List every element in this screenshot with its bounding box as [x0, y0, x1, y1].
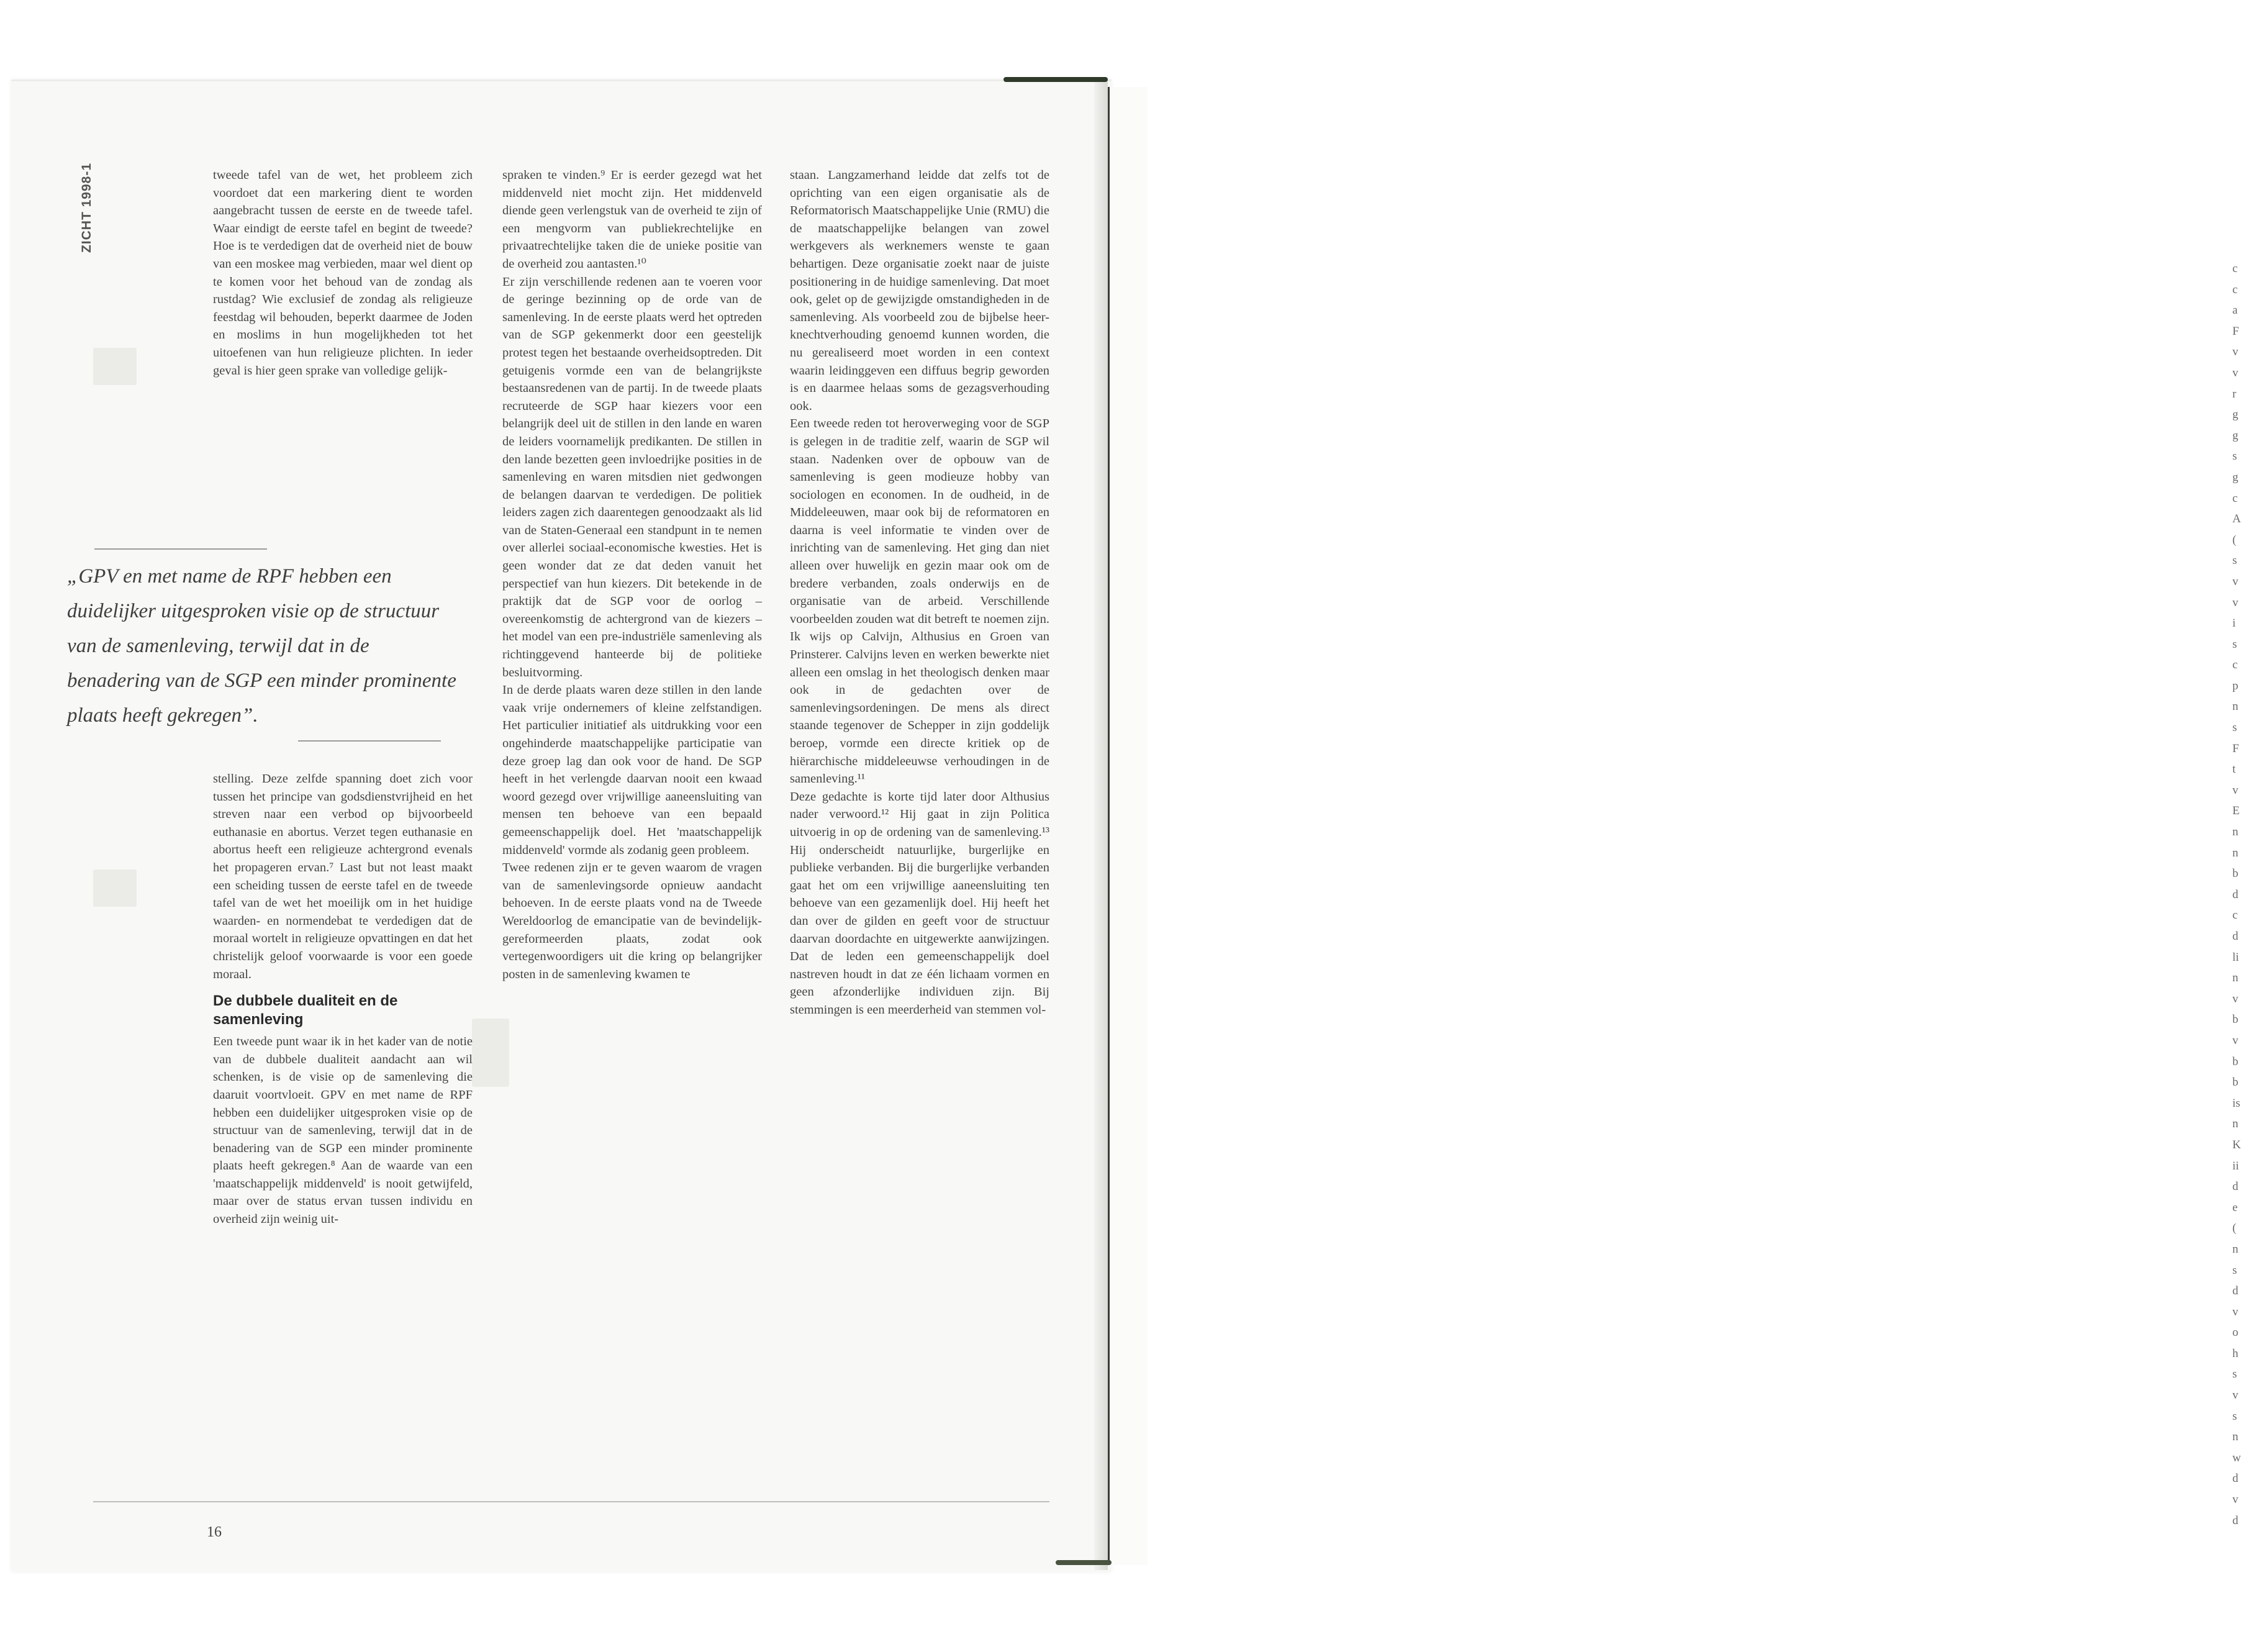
show-through-mark [93, 869, 137, 907]
binding-corner-bottom [1056, 1560, 1112, 1565]
paragraph: Twee redenen zijn er te geven waarom de vragen van de samenlevingsorde opnieuw aandacht behoeven. In de eerste plaats vond na de Tweede Wereldoorlog de emancipatie van de bevindelijk-gereformeerden plaats, zodat ook vertegenwoordigers uit die kring op belangrijker posten in de samenleving kwamen te [502, 861, 762, 981]
paragraph: staan. Langzamerhand leidde dat zelfs tot de oprichting van een eigen organisatie als de Reformatorisch Maatschappelijke Unie (RMU) die de maatschappelijke belangen van zowel werkgevers als werknemers wenste te gaan behartigen. Deze organisatie zoekt naar de juiste positionering in de huidige samenleving. Dat moet ook, gelet op de gewijzigde omstandigheden in de samenleving. Als voorbeeld zou de bijbelse heer-knechtverhouding genoemd kunnen worden, die nu gerealiseerd moet worden in een context waarin leidinggeven een diffuus begrip geworden is en daarmee helaas soms de gezagsverhouding ook. [790, 168, 1049, 413]
edge-letter: v [2232, 596, 2239, 609]
footer-rule [93, 1501, 1049, 1502]
edge-letter: d [2232, 887, 2239, 901]
paragraph: stelling. Deze zelfde spanning doet zich voor tussen het principe van godsdienstvrijheid en het streven naar een verbod op bijvoorbeeld euthanasie en abortus. Verzet tegen euthanasie en abortus heeft een religieuze achtergrond evenals het propageren ervan.⁷ Last but not least maakt een scheiding tussen de eerste tafel en de tweede tafel van de wet het moeilijk om in het huidige waarden- en normendebat te verdedigen dat de moraal wortelt in religieuze opvattingen en dat het christelijk geloof voorwaarde is voor een goede moraal. [213, 772, 473, 981]
edge-letter: g [2232, 408, 2239, 422]
edge-letter: v [2232, 1389, 2239, 1402]
running-head: ZICHT 1998-1 [79, 163, 94, 253]
paragraph: Een tweede reden tot heroverweging voor de SGP is gelegen in de traditie zelf, waarin de SGP wil staan. Nadenken over de opbouw van de samenleving is geen modieuze hobby van sociologen en economen. In de oudheid, in de Middeleeuwen, maar ook bij de reformatoren en daarna is veel informatie te vinden over de inrichting van de samenleving. Het ging dan niet alleen over huwelijk en gezin maar ook om de bredere verbanden, zoals onderwijs en de organisatie van de arbeid. Verschillende voorbeelden zouden wat dit betreft te noemen zijn. Ik wijs op Calvijn, Althusius en Groen van Prinsterer. Calvijns leven en werken bewerkte niet alleen een omslag in het theologisch denken maar ook in de gedachten over de samenlevingsordeningen. De mens als direct staande tegenover de Schepper in zijn goddelijk beroep, vormde een directe kritiek op de hiërarchische middeleeuwse verhoudingen in de samenleving.¹¹ [790, 417, 1049, 786]
edge-letter: li [2232, 950, 2239, 964]
show-through-mark [93, 348, 137, 385]
column-1-top [213, 166, 473, 379]
edge-letter: d [2232, 1284, 2239, 1298]
column-2 [502, 166, 762, 983]
edge-letter: g [2232, 429, 2239, 442]
edge-letter: s [2232, 554, 2237, 568]
edge-letter: v [2232, 366, 2239, 379]
next-page-edge-letters [2232, 258, 2251, 1531]
edge-letter: t [2232, 763, 2236, 776]
edge-letter: E [2232, 804, 2240, 818]
pull-quote: „GPV en met name de RPF hebben een duidelijker uitgesproken visie op de structuur van de samenleving, terwijl dat in de benadering van de SGP een minder prominente plaats heeft gekregen”. [67, 565, 456, 727]
spine-shadow [1094, 79, 1108, 1570]
page-number: 16 [207, 1524, 222, 1540]
edge-letter: n [2232, 1430, 2239, 1444]
paragraph: In de derde plaats waren deze stillen in den lande vaak vrije ondernemers of kleine zelfstandigen. Het particulier initiatief als uitdrukking voor een ongehinderde maatschappelijke participatie van deze groep lag dan ook voor de hand. De SGP heeft in het verlengde daarvan nooit een kwaad woord gezegd over vrijwillige aaneensluiting van mensen ten behoeve van een bepaald gemeenschappelijk doel. Het 'maatschappelijk middenveld' vormde als zodanig geen probleem. [502, 683, 762, 857]
edge-letter: c [2232, 658, 2238, 672]
edge-letter: b [2232, 867, 2239, 881]
edge-letter: d [2232, 930, 2239, 943]
edge-letter: d [2232, 1514, 2239, 1527]
edge-letter: s [2232, 1368, 2237, 1381]
edge-letter: n [2232, 846, 2239, 860]
edge-letter: s [2232, 1409, 2237, 1423]
edge-letter: c [2232, 909, 2238, 922]
edge-letter: c [2232, 491, 2238, 505]
edge-letter: i [2232, 617, 2236, 630]
edge-letter: n [2232, 971, 2239, 985]
edge-letter: n [2232, 1117, 2239, 1131]
edge-letter: v [2232, 783, 2239, 797]
edge-letter: o [2232, 1326, 2239, 1340]
edge-letter: n [2232, 700, 2239, 714]
edge-letter: c [2232, 283, 2238, 296]
edge-letter: g [2232, 470, 2239, 484]
edge-letter: n [2232, 825, 2239, 839]
edge-letter: s [2232, 450, 2237, 463]
edge-letter: b [2232, 1076, 2239, 1089]
edge-letter: s [2232, 637, 2237, 651]
show-through-mark [472, 1019, 509, 1087]
edge-letter: b [2232, 1013, 2239, 1027]
edge-letter: s [2232, 1263, 2237, 1277]
edge-letter: ( [2232, 1222, 2237, 1235]
paragraph: tweede tafel van de wet, het probleem zich voordoet dat een markering dient te worden aangebracht tussen de eerste en de tweede tafel. Waar eindigt de eerste tafel en begint de tweede? Hoe is te verdedigen dat de overheid niet de bouw van een moskee mag verbieden, maar wel dient op te komen voor het behoud van de zondag als rustdag? Wie exclusief de zondag als religieuze feestdag wil behouden, beperkt daarmee de Joden en moslims in hun mogelijkheden tot het uitoefenen van hun religieuze plichten. In ieder geval is hier geen sprake van volledige gelijk- [213, 168, 473, 378]
pull-quote-rule-top [94, 548, 267, 550]
edge-letter: a [2232, 304, 2238, 317]
edge-letter: w [2232, 1451, 2241, 1464]
section-heading: De dubbele dualiteit en de samenleving [213, 992, 398, 1028]
paragraph: Er zijn verschillende redenen aan te voeren voor de geringe bezinning op de orde van de samenleving. In de eerste plaats werd het optreden van de SGP gekenmerkt door een geestelijk protest tegen het bestaande overheidsoptreden. Dit getuigenis vormde een van de belangrijkste bestaansredenen van de partij. In de tweede plaats recruteerde de SGP haar kiezers voor een belangrijk deel uit de stillen in den lande en waren de leiders voornamelijk predikanten. De stillen in den lande bezetten geen invloedrijke posities in de samenleving en waren mitsdien niet gedwongen de belangen daarvan te verdedigen. De politiek leiders zagen zich daarentegen genoodzaakt als lid van de Staten-Generaal een standpunt in te nemen over allerlei sociaal-economische kwesties. Het is geen wonder dat ze dat deden vanuit het perspectief van hun kiezers. Dit betekende in de praktijk dat de SGP voor de oorlog – overeenkomstig de achtergrond van de kiezers – het model van een pre-industriële samenleving als richtinggevend hanteerde bij de politieke besluitvorming. [502, 275, 762, 679]
paragraph: Een tweede punt waar ik in het kader van de notie van de dubbele dualiteit aandacht aan wil schenken, is de visie op de samenleving die daaruit voortvloeit. GPV en met name de RPF hebben een duidelijker uitgesproken visie op de structuur van de samenleving, terwijl dat in de benadering van de SGP een minder prominente plaats heeft gekregen.⁸ Aan de waarde van een 'maatschappelijk middenveld' is nooit getwijfeld, maar over de status ervan tussen individu en overheid zijn weinig uit- [213, 1035, 473, 1227]
edge-letter: d [2232, 1472, 2239, 1486]
edge-letter: v [2232, 1305, 2239, 1318]
edge-letter: is [2232, 1096, 2240, 1110]
edge-letter: h [2232, 1346, 2239, 1360]
edge-letter: v [2232, 345, 2239, 359]
edge-letter: v [2232, 574, 2239, 588]
edge-letter: r [2232, 387, 2237, 401]
edge-letter: c [2232, 262, 2238, 275]
edge-letter: v [2232, 1493, 2239, 1507]
edge-letter: F [2232, 742, 2239, 755]
edge-letter: ( [2232, 533, 2237, 547]
binding-corner [1003, 77, 1108, 82]
edge-letter: s [2232, 721, 2237, 735]
edge-letter: v [2232, 992, 2239, 1005]
pull-quote-rule-bottom [298, 740, 441, 742]
edge-letter: K [2232, 1138, 2241, 1151]
next-page-edge [1108, 87, 2241, 1565]
column-3 [790, 166, 1049, 1019]
edge-letter: F [2232, 324, 2239, 338]
edge-letter: v [2232, 1033, 2239, 1047]
edge-letter: p [2232, 679, 2239, 692]
edge-letter: d [2232, 1180, 2239, 1194]
paragraph: spraken te vinden.⁹ Er is eerder gezegd wat het middenveld niet mocht zijn. Het middenveld diende geen verlengstuk van de overheid te zijn of een mengvorm van publiekrechtelijke en privaatrechtelijke taken die de unieke positie van de overheid zou aantasten.¹⁰ [502, 168, 762, 271]
edge-letter: n [2232, 1242, 2239, 1256]
edge-letter: e [2232, 1200, 2238, 1214]
paragraph: Deze gedachte is korte tijd later door Althusius nader verwoord.¹² Hij gaat in zijn Politica uitvoerig in op de ordening van de samenleving.¹³ Hij onderscheidt natuurlijke, burgerlijke en publieke verbanden. Bij die burgerlijke verbanden gaat het om een vrijwillige aaneensluiting ten behoeve van een gezamenlijk doel. Hij heeft het dan over de gilden en geeft voor de structuur daarvan doordachte en uitgewerkte aanwijzingen. Dat de leden een gemeenschappelijk doel nastreven houdt in dat ze één lichaam vormen en geen afzonderlijke individuen zijn. Bij stemmingen is een meerderheid van stemmen vol- [790, 789, 1049, 1017]
column-1-bottom [213, 770, 473, 1228]
edge-letter: ii [2232, 1159, 2239, 1173]
edge-letter: b [2232, 1055, 2239, 1068]
edge-letter: A [2232, 512, 2241, 526]
